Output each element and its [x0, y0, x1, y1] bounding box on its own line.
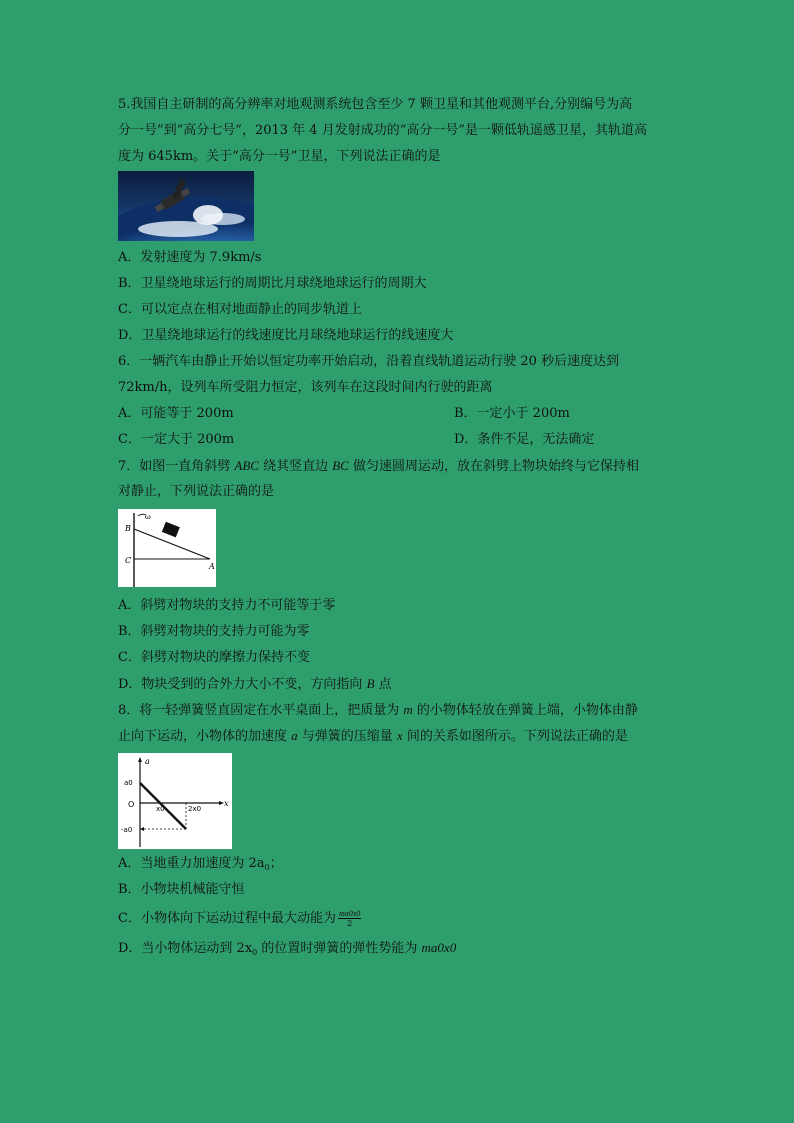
tick-2x0: 2x0	[188, 805, 202, 813]
q5-line-2: 分一号”到“高分七号”，2013 年 4 月发射成功的“高分一号”是一颗低轨遥感卫星，其轨道高	[118, 123, 647, 138]
q6-options-row-1	[118, 401, 698, 427]
q7-line-2: 对静止，下列说法正确的是	[118, 484, 275, 499]
q5-option-d: D．卫星绕地球运行的线速度比月球绕地球运行的线速度大	[118, 328, 454, 343]
satellite-photo	[118, 171, 254, 241]
document-page	[118, 92, 698, 961]
wedge-figure	[118, 509, 216, 587]
axis-x-label: x	[224, 799, 229, 808]
label-a: A	[209, 562, 215, 571]
label-b: B	[125, 524, 131, 533]
q6-line-2: 72km/h，设列车所受阻力恒定，该列车在这段时间内行驶的距离	[118, 380, 493, 395]
q5-line-1: 5.我国自主研制的高分辨率对地观测系统包含至少 7 颗卫星和其他观测平台,分别编号为高	[118, 97, 633, 112]
tick-neg-a0: -a0	[121, 826, 133, 834]
q6-line-1: 6．一辆汽车由静止开始以恒定功率开始启动，沿着直线轨道运动行驶 20 秒后速度达到	[118, 354, 620, 369]
q7-option-a: A．斜劈对物块的支持力不可能等于零	[118, 598, 336, 613]
q6-option-d: D．条件不足，无法确定	[454, 432, 595, 447]
q5-option-c: C．可以定点在相对地面静止的同步轨道上	[118, 302, 362, 317]
q5-line-3: 度为 645km。关于“高分一号”卫星，下列说法正确的是	[118, 149, 441, 164]
q8-option-c: C．小物体向下运动过程中最大动能为 $\frac{ma0x0}{2}$	[118, 909, 361, 928]
kinetic-energy-fraction: $\frac{ma0x0}{2}$	[338, 909, 361, 928]
q8-line-2: 止向下运动，小物体的加速度 a 与弹簧的压缩量 x 间的关系如图所示。下列说法正确的是	[118, 728, 628, 744]
q6-option-c: C．一定大于 200m	[118, 432, 235, 447]
q5-option-a: A．发射速度为 7.9km/s	[118, 250, 262, 265]
q7-option-d: D．物块受到的合外力大小不变，方向指向 B 点	[118, 676, 392, 692]
q7-line-1: 7．如图一直角斜劈 ABC 绕其竖直边 BC 做匀速圆周运动，放在斜劈上物块始终与它保持相	[118, 458, 639, 474]
tick-a0: a0	[124, 779, 133, 787]
q5-option-b: B．卫星绕地球运行的周期比月球绕地球运行的周期大	[118, 276, 427, 291]
axis-a-label: a	[145, 757, 150, 766]
q6-options-row-2	[118, 427, 698, 453]
acceleration-graph	[118, 753, 232, 849]
q8-option-d: D．当小物体运动到 $2x_0$ 的位置时弹簧的弹性势能为 ma0x0	[118, 940, 457, 957]
q6-option-b: B．一定小于 200m	[454, 406, 570, 421]
q8-line-1: 8．将一轻弹簧竖直固定在水平桌面上，把质量为 m 的小物体轻放在弹簧上端，小物体由静	[118, 702, 638, 718]
q7-option-c: C．斜劈对物块的摩擦力保持不变	[118, 650, 310, 665]
q8-option-a: A．当地重力加速度为 $2a_0$；	[118, 856, 283, 872]
tick-x0: x0	[156, 805, 165, 813]
origin-o: O	[128, 800, 135, 809]
q6-option-a: A．可能等于 200m	[118, 406, 234, 421]
q7-option-b: B．斜劈对物块的支持力可能为零	[118, 624, 310, 639]
label-omega: ω	[145, 513, 151, 521]
label-c: C	[125, 556, 132, 565]
q8-option-b: B．小物块机械能守恒	[118, 882, 245, 897]
